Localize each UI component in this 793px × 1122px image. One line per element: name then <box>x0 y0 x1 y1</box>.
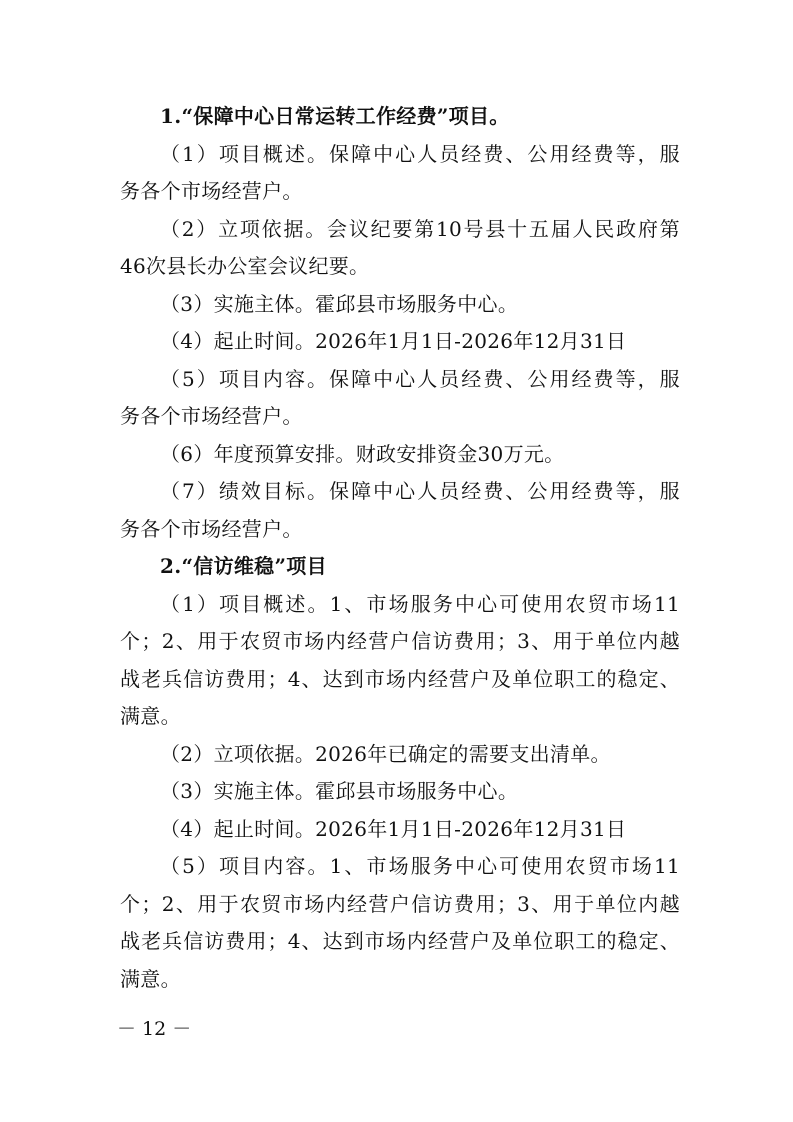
page-number: － 12 － <box>117 1018 192 1040</box>
text-line: 个；2、用于农贸市场内经营户信访费用；3、用于单位内越 <box>120 629 680 653</box>
text-line: （2）立项依据。会议纪要第10号县十五届人民政府第 <box>160 216 680 241</box>
text-line: 务各个市场经营户。 <box>120 179 303 203</box>
text-line: 1.“保障中心日常运转工作经费”项目。 <box>160 104 510 128</box>
text-line: （5）项目内容。1、市场服务中心可使用农贸市场11 <box>160 854 680 878</box>
text-line: （4）起止时间。2026年1月1日-2026年12月31日 <box>160 816 627 841</box>
text-line: （5）项目内容。保障中心人员经费、公用经费等，服 <box>160 366 680 391</box>
text-line: （1）项目概述。1、市场服务中心可使用农贸市场11 <box>160 591 680 616</box>
text-line: （7）绩效目标。保障中心人员经费、公用经费等，服 <box>160 479 680 503</box>
text-line: （4）起止时间。2026年1月1日-2026年12月31日 <box>160 329 627 353</box>
text-line: （6）年度预算安排。财政安排资金30万元。 <box>160 441 565 466</box>
text-line: 个；2、用于农贸市场内经营户信访费用；3、用于单位内越 <box>120 891 680 916</box>
text-line: （2）立项依据。2026年已确定的需要支出清单。 <box>160 741 611 766</box>
text-line: 满意。 <box>120 704 181 728</box>
text-line: 战老兵信访费用；4、达到市场内经营户及单位职工的稳定、 <box>120 929 680 953</box>
text-line: 46次县长办公室会议纪要。 <box>120 254 370 278</box>
text-line: 战老兵信访费用；4、达到市场内经营户及单位职工的稳定、 <box>120 666 680 691</box>
text-line: （3）实施主体。霍邱县市场服务中心。 <box>160 291 519 316</box>
document-body <box>120 98 680 998</box>
text-line: （1）项目概述。保障中心人员经费、公用经费等，服 <box>160 141 680 166</box>
text-line: 满意。 <box>120 966 181 991</box>
text-line: （3）实施主体。霍邱县市场服务中心。 <box>160 779 519 803</box>
text-line: 务各个市场经营户。 <box>120 404 303 428</box>
text-line: 务各个市场经营户。 <box>120 516 303 541</box>
text-line: 2.“信访维稳”项目 <box>160 554 327 578</box>
